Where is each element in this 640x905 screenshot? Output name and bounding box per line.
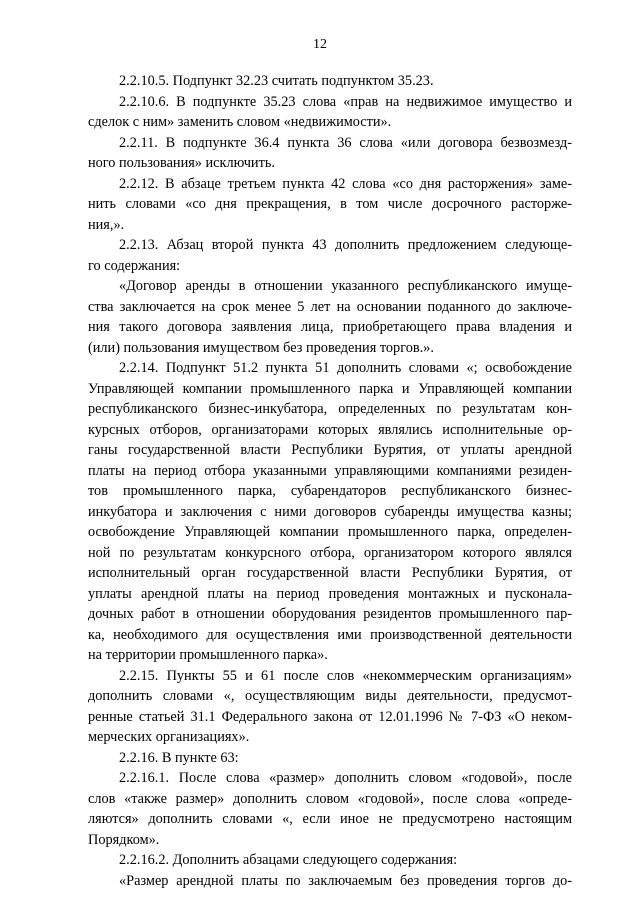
text-line: на территории промышленного парка».	[88, 647, 328, 663]
text-line: республиканского бизнес-инкубатора, определенных по результатам кон-	[88, 401, 572, 417]
text-line: «Договор аренды в отношении указанного республиканского имуще-	[119, 278, 572, 294]
text-line: курсных отборов, организаторами которых являлись исполнительные ор-	[88, 421, 572, 438]
text-line: ка, необходимого для осуществления ими производственной деятельности	[88, 626, 572, 643]
text-line: ния,».	[88, 216, 125, 233]
text-line: «Размер арендной платы по заключаемым без проведения торгов до-	[119, 872, 572, 889]
text-line: ства заключается на срок менее 5 лет на основании поданного до заключе-	[88, 298, 572, 315]
text-line: тов промышленного парка, субарендаторов республиканского бизнес-	[88, 483, 572, 499]
text-line: инкубатора и заключения с ними договоров субаренды имущества казны;	[88, 503, 572, 520]
text-line: 2.2.11. В подпункте 36.4 пункта 36 слова «или договора безвозмезд-	[119, 134, 572, 151]
text-line: 2.2.13. Абзац второй пункта 43 дополнить предложением следующе-	[119, 237, 572, 253]
text-line: ного пользования» исключить.	[88, 155, 275, 171]
text-line: дочных работ в отношении оборудования резидентов промышленного пар-	[88, 606, 572, 622]
text-line: 2.2.16.1. После слова «размер» дополнить словом «годовой», после	[119, 770, 572, 786]
text-line: 2.2.10.5. Подпункт 32.23 считать подпунктом 35.23.	[119, 73, 434, 89]
text-line: платы на период отбора указанными управляющими компаниями резиден-	[88, 462, 572, 479]
text-line: ренные статьей 31.1 Федерального закона от 12.01.1996 № 7-ФЗ «О неком-	[88, 708, 572, 725]
text-line: Управляющей компании промышленного парка и Управляющей компании	[88, 380, 572, 397]
text-line: 2.2.16.2. Дополнить абзацами следующего содержания:	[119, 852, 458, 868]
text-line: ной по результатам конкурсного отбора, организатором которого являлся	[88, 544, 572, 561]
text-line: 2.2.10.6. В подпункте 35.23 слова «прав на недвижимое имущество и	[119, 93, 572, 110]
text-line: нить словами «со дня прекращения, в том числе досрочного расторже-	[88, 196, 572, 212]
text-line: (или) пользования имуществом без проведения торгов.».	[88, 339, 434, 356]
text-line: ния такого договора заявления лица, приобретающего права владения и	[88, 319, 572, 335]
page-number: 12	[313, 37, 327, 52]
text-line: 2.2.15. Пункты 55 и 61 после слов «некоммерческим организациям»	[119, 667, 572, 684]
text-line: 2.2.14. Подпункт 51.2 пункта 51 дополнить словами «; освобождение	[119, 360, 572, 376]
text-line: исполнительный орган государственной власти Республики Бурятия, от	[88, 565, 572, 581]
text-line: дополнить словами «, осуществляющим виды деятельности, предусмот-	[88, 688, 572, 704]
text-line: сделок с ним» заменить словом «недвижимости».	[88, 114, 392, 130]
text-line: 2.2.12. В абзаце третьем пункта 42 слова «со дня расторжения» заме-	[119, 175, 572, 192]
text-line: уплаты арендной платы на период проведения монтажных и пусконала-	[88, 585, 572, 602]
text-line: ганы государственной власти Республики Бурятия, от уплаты арендной	[88, 442, 572, 458]
text-line: Порядком».	[88, 831, 160, 848]
text-line: освобождение Управляющей компании промышленного парка, определен-	[88, 524, 572, 540]
text-line: слов «также размер» дополнить словом «годовой», после слова «опреде-	[88, 790, 572, 807]
text-line: го содержания:	[88, 257, 181, 274]
text-line: 2.2.16. В пункте 63:	[119, 749, 239, 766]
document-body	[88, 71, 572, 891]
text-line: ляются» дополнить словами «, если иное не предусмотрено настоящим	[88, 811, 572, 827]
text-line: мерческих организациях».	[88, 729, 250, 745]
